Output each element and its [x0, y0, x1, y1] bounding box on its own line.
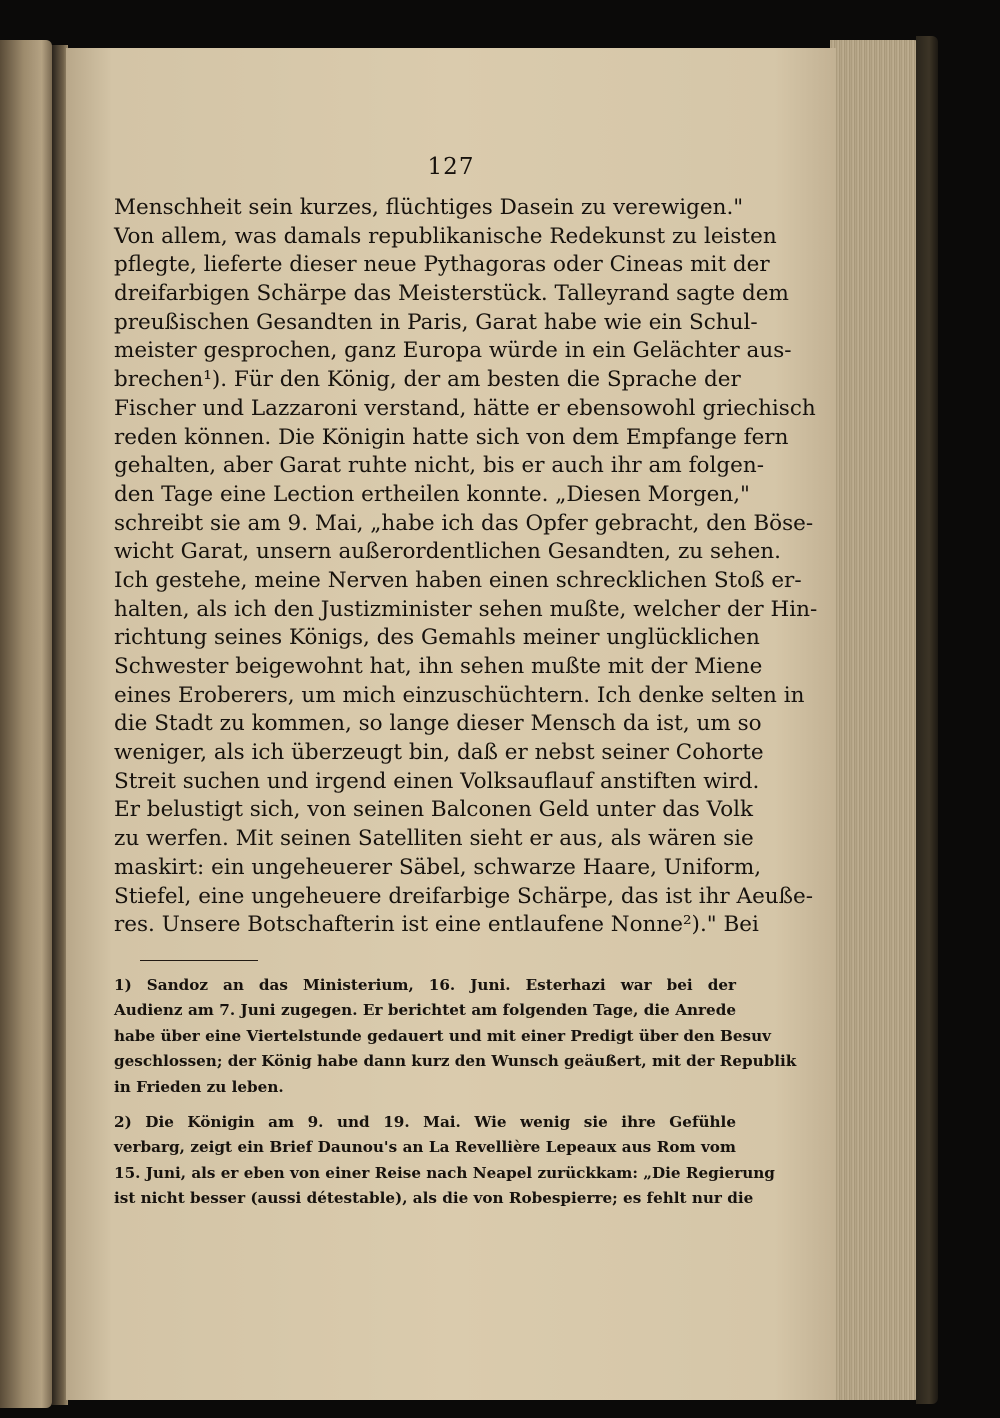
page-stack-edges	[830, 40, 922, 1400]
footnote-1-line: geschlossen; der König habe dann kurz den Wunsch geäußert, mit der Republik	[114, 1052, 797, 1071]
footnote-1-line: 1) Sandoz an das Ministerium, 16. Juni. Esterhazi war bei der	[114, 976, 736, 994]
body-line: wicht Garat, unsern außerordentlichen Gesandten, zu sehen.	[114, 539, 781, 565]
book-page	[66, 48, 836, 1400]
footnote-2-line: 2) Die Königin am 9. und 19. Mai. Wie wenig sie ihre Gefühle	[114, 1112, 736, 1131]
body-line: Menschheit sein kurzes, flüchtiges Dasein zu verewigen."	[114, 195, 744, 220]
body-line: reden können. Die Königin hatte sich von dem Empfange fern	[114, 424, 789, 450]
footnote-2-line: ist nicht besser (aussi détestable), als die von Robespierre; es fehlt nur die	[114, 1189, 754, 1208]
body-line: Ich gestehe, meine Nerven haben einen schrecklichen Stoß er-	[114, 567, 802, 593]
footnote-2-line: 15. Juni, als er eben von einer Reise nach Neapel zurückkam: „Die Regierung	[114, 1163, 775, 1182]
footnote-1-line: in Frieden zu leben.	[114, 1077, 284, 1096]
body-line: schreibt sie am 9. Mai, „habe ich das Opfer gebracht, den Böse-	[114, 510, 814, 536]
body-line: zu werfen. Mit seinen Satelliten sieht er aus, als wären sie	[114, 826, 754, 852]
body-line: Stiefel, eine ungeheuere dreifarbige Schärpe, das ist ihr Aeuße-	[114, 883, 813, 909]
body-line: maskirt: ein ungeheuerer Säbel, schwarze Haare, Uniform,	[114, 854, 762, 880]
body-line: Streit suchen und irgend einen Volksauflauf anstiften wird.	[114, 768, 760, 794]
body-line: den Tage eine Lection ertheilen konnte. „Diesen Morgen,"	[114, 481, 750, 507]
body-line: Er belustigt sich, von seinen Balconen Geld unter das Volk	[114, 797, 754, 823]
previous-page-edge	[0, 40, 52, 1408]
body-line: brechen¹). Für den König, der am besten die Sprache der	[114, 367, 741, 393]
body-line: preußischen Gesandten in Paris, Garat habe wie ein Schul-	[114, 309, 758, 335]
body-text	[114, 194, 818, 940]
body-line: richtung seines Königs, des Gemahls meiner unglücklichen	[114, 625, 760, 651]
page-number: 127	[427, 154, 475, 180]
footnote-1-line: habe über eine Viertelstunde gedauert und mit einer Predigt über den Besuv	[114, 1026, 771, 1045]
body-line: pflegte, lieferte dieser neue Pythagoras oder Cineas mit der	[114, 252, 770, 278]
body-line: dreifarbigen Schärpe das Meisterstück. Talleyrand sagte dem	[114, 281, 789, 307]
body-line: res. Unsere Botschafterin ist eine entlaufene Nonne²)." Bei	[114, 912, 759, 938]
body-line: Fischer und Lazzaroni verstand, hätte er ebensowohl griechisch	[114, 395, 816, 421]
body-line: die Stadt zu kommen, so lange dieser Mensch da ist, um so	[114, 711, 762, 737]
body-line: meister gesprochen, ganz Europa würde in ein Gelächter aus-	[114, 338, 792, 364]
body-line: gehalten, aber Garat ruhte nicht, bis er auch ihr am folgen-	[114, 453, 764, 479]
footnotes	[114, 973, 797, 1212]
book-cover-edge	[916, 36, 938, 1404]
footnote-separator	[140, 960, 258, 961]
body-line: Schwester beigewohnt hat, ihn sehen mußte mit der Miene	[114, 654, 763, 679]
body-line: weniger, als ich überzeugt bin, daß er nebst seiner Cohorte	[114, 740, 764, 766]
body-line: eines Eroberers, um mich einzuschüchtern. Ich denke selten in	[114, 682, 805, 708]
body-line: halten, als ich den Justizminister sehen mußte, welcher der Hin-	[114, 596, 818, 622]
footnote-2-line: verbarg, zeigt ein Brief Daunou's an La Revellière Lepeaux aus Rom vom	[114, 1138, 736, 1157]
body-line: Von allem, was damals republikanische Redekunst zu leisten	[114, 223, 777, 249]
footnote-1-line: Audienz am 7. Juni zugegen. Er berichtet am folgenden Tage, die Anrede	[114, 1001, 736, 1020]
